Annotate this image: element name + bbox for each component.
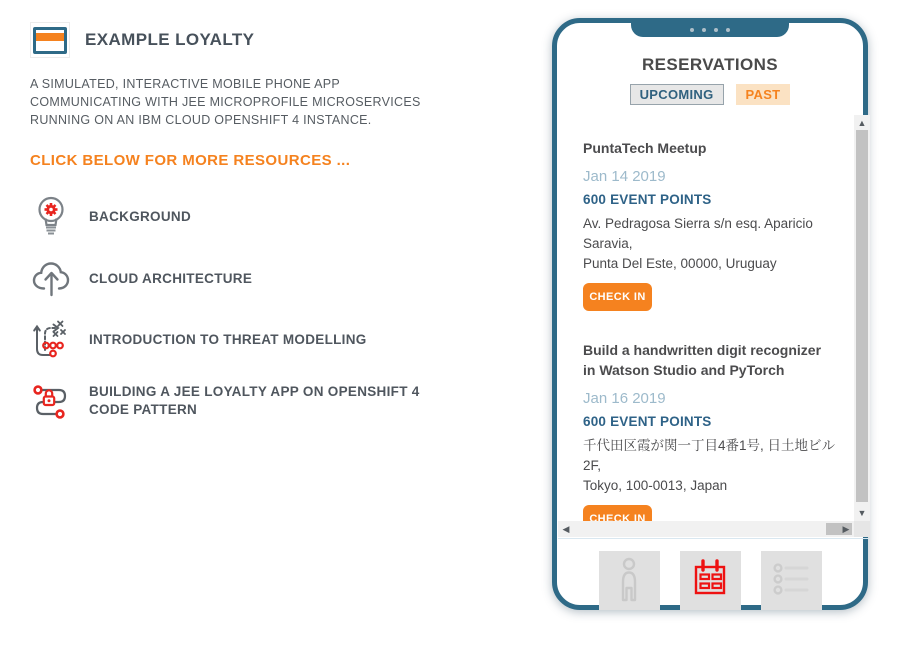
scroll-up-arrow-icon[interactable]: ▲: [857, 118, 867, 128]
calendar-icon: [689, 557, 731, 604]
event-date: Jan 14 2019: [583, 168, 666, 185]
scrollbar-corner: [854, 521, 870, 537]
resource-link-threat-modelling[interactable]: INTRODUCTION TO THREAT MODELLING: [30, 319, 450, 361]
vertical-scroll-thumb[interactable]: [856, 130, 868, 502]
event-address: Av. Pedragosa Sierra s/n esq. Aparicio Saravia, Punta Del Este, 00000, Uruguay: [583, 216, 813, 271]
event-date: Jan 16 2019: [583, 390, 666, 407]
cloud-upload-icon: [30, 260, 72, 298]
reservations-list: [558, 115, 854, 521]
check-in-button[interactable]: CHECK IN: [583, 505, 652, 521]
reservations-scroll-area: [558, 115, 870, 537]
event-title: PuntaTech Meetup: [583, 140, 707, 156]
lightbulb-gear-icon: [30, 195, 72, 239]
event-address: 千代田区霞が関一丁目4番1号, 日土地ビル2F, Tokyo, 100-0013, Japan: [583, 438, 836, 493]
phone-mockup: [552, 18, 868, 610]
strategy-play-icon: [30, 319, 72, 361]
resources-heading: CLICK BELOW FOR MORE RESOURCES ...: [30, 152, 351, 169]
nav-separator: [558, 538, 870, 539]
app-description: A SIMULATED, INTERACTIVE MOBILE PHONE APP COMMUNICATING WITH JEE MICROPROFILE MICROSERVICES RUNNING ON AN IBM CLOUD OPENSHIFT 4 INSTANCE.: [30, 77, 421, 127]
scroll-left-arrow-icon[interactable]: ◀: [562, 524, 570, 534]
nav-profile-button[interactable]: [599, 551, 660, 610]
left-panel: [30, 22, 470, 441]
nav-list-button[interactable]: [761, 551, 822, 610]
secure-route-icon: [30, 380, 72, 422]
brand-row: [30, 22, 470, 58]
resource-link-cloud-architecture[interactable]: CLOUD ARCHITECTURE: [30, 258, 450, 300]
person-icon: [612, 556, 646, 605]
bottom-nav: [557, 551, 863, 610]
event-card: [583, 340, 844, 521]
vertical-scrollbar[interactable]: [854, 115, 870, 521]
resource-link-background[interactable]: BACKGROUND: [30, 195, 450, 239]
page-title: EXAMPLE LOYALTY: [85, 30, 255, 49]
nav-reservations-button[interactable]: [680, 551, 741, 610]
resource-list: [30, 195, 470, 422]
loyalty-card-icon: [30, 22, 70, 58]
event-title: Build a handwritten digit recognizer in Watson Studio and PyTorch: [583, 342, 822, 378]
screen-title: RESERVATIONS: [641, 55, 779, 74]
tab-past[interactable]: PAST: [736, 84, 791, 105]
reservation-tabs: [557, 84, 863, 105]
phone-notch: [631, 18, 789, 37]
event-points: 600 EVENT POINTS: [583, 414, 712, 429]
scroll-down-arrow-icon[interactable]: ▼: [857, 508, 867, 518]
event-card: [583, 138, 844, 311]
tab-upcoming[interactable]: UPCOMING: [630, 84, 724, 105]
resource-link-code-pattern[interactable]: BUILDING A JEE LOYALTY APP ON OPENSHIFT 4 CODE PATTERN: [30, 380, 450, 422]
list-icon: [769, 559, 813, 602]
scroll-right-arrow-icon[interactable]: ▶: [842, 524, 850, 534]
event-points: 600 EVENT POINTS: [583, 192, 712, 207]
horizontal-scrollbar[interactable]: [558, 521, 854, 537]
check-in-button[interactable]: CHECK IN: [583, 283, 652, 311]
